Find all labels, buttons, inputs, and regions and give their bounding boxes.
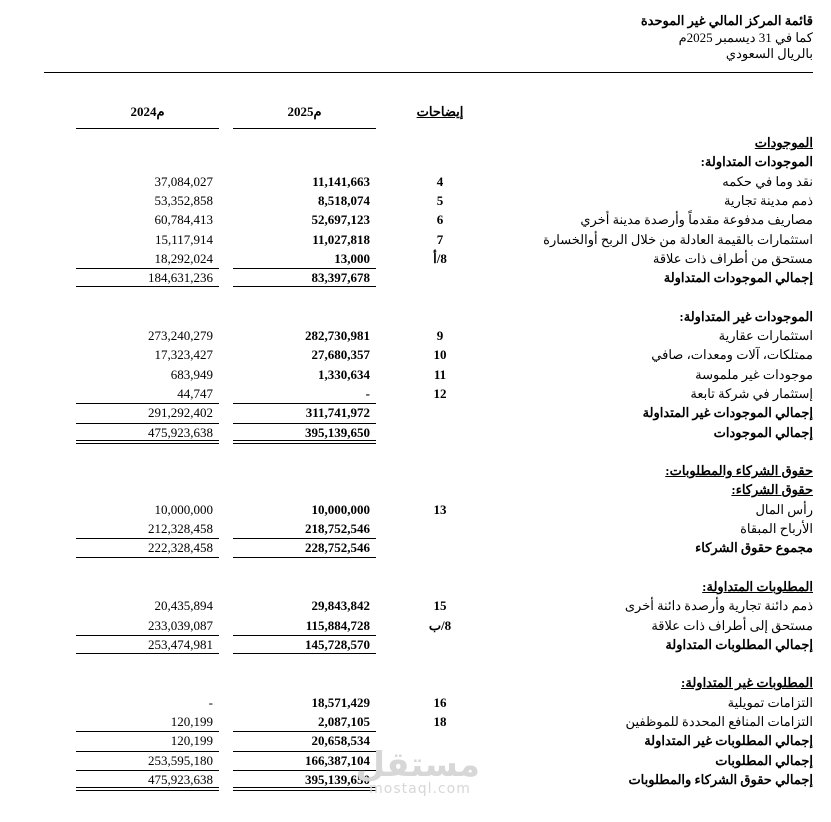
row-label: مستحق من أطراف ذات علاقة [652,250,813,266]
row-note: 8/ب [428,617,452,633]
statement-row [0,673,831,692]
statement-row [0,403,831,422]
row-label: إستثمار في شركة تابعة [690,385,813,401]
total-rule [76,286,219,287]
statement-row [0,577,831,596]
row-value-2024: 212,328,458 [148,521,213,536]
row-value-2024: 15,117,914 [154,231,213,247]
row-value-2024: 44,747 [177,385,213,401]
row-value-2025: 10,000,000 [311,501,370,517]
statement-row [0,693,831,712]
statement-row [0,384,831,403]
row-note: 4 [436,173,444,189]
row-value-2025: 282,730,981 [305,328,370,343]
row-label: الأرباح المبقاة [740,521,813,536]
statement-row [0,461,831,480]
row-label: إجمالي الموجودات غير المتداولة [642,405,813,421]
row-value-2025: 311,741,972 [305,405,370,421]
row-label: مصاريف مدفوعة مقدماً وأرصدة مدينة أخري [580,212,813,228]
row-value-2025: 83,397,678 [311,270,370,286]
total-rule [76,557,219,558]
row-value-2025: 228,752,546 [305,540,370,556]
row-value-2024: 17,323,427 [154,347,213,363]
row-note: 16 [433,694,447,710]
row-label: المطلوبات المتداولة: [702,578,813,594]
statement-row [0,345,831,364]
statement-row [0,230,831,249]
total-rule [233,443,376,444]
row-value-2025: 395,139,650 [305,771,370,787]
total-rule [76,787,219,788]
row-value-2024: 475,923,638 [148,424,213,440]
row-label: إجمالي المطلوبات [715,752,813,768]
row-label: ممتلكات، آلات ومعدات، صافي [651,347,813,363]
row-value-2024: 184,631,236 [148,270,213,286]
row-label: حقوق الشركاء: [731,482,813,498]
row-value-2024: 253,595,180 [148,752,213,768]
statement-row [0,191,831,210]
total-rule [76,440,219,441]
row-value-2025: 52,697,123 [311,212,370,228]
row-note: 11 [433,366,447,382]
row-label: مستحق إلى أطراف ذات علاقة [651,617,813,633]
statement-row [0,249,831,268]
row-value-2024: 53,352,858 [154,192,213,208]
row-label: استثمارات بالقيمة العادلة من خلال الربح أوالخسارة [543,231,813,247]
row-value-2025: 115,884,728 [305,617,370,633]
total-rule [233,731,376,732]
spacer-row [0,442,831,461]
row-value-2025: 2,087,105 [318,714,370,729]
row-note: 15 [433,598,447,614]
row-value-2024: 10,000,000 [154,501,213,517]
statement-row [0,268,831,287]
row-value-2025: 11,027,818 [312,231,370,247]
statement-row [0,500,831,519]
total-rule [233,440,376,441]
row-value-2025: 11,141,663 [312,173,370,189]
statement-row [0,210,831,229]
statement-row [0,519,831,538]
row-value-2024: 475,923,638 [148,771,213,787]
row-value-2024: 120,199 [170,733,213,749]
statement-row [0,480,831,499]
statement-row [0,172,831,191]
row-label: إجمالي الموجودات [713,424,813,440]
spacer-row [0,654,831,673]
row-value-2025: - [365,385,370,401]
total-rule [76,403,219,404]
statement-currency: بالريال السعودي [725,46,813,61]
row-value-2025: 218,752,546 [305,521,370,536]
column-2024-header: 2024م [130,104,165,119]
row-value-2025: 18,571,429 [311,694,370,710]
statement-row [0,423,831,442]
column-2025-header: 2025م [287,104,322,119]
row-note: 8/أ [433,250,447,266]
row-value-2024: 222,328,458 [148,540,213,556]
statement-title: قائمة المركز المالي غير الموحدة [640,13,813,28]
row-value-2025: 145,728,570 [305,636,370,652]
row-note: 18 [433,714,447,729]
row-note: 5 [436,192,444,208]
statement-row [0,616,831,635]
total-rule [76,770,219,771]
watermark-logo: مستقل mostaql.com [355,745,480,797]
total-rule [76,538,219,539]
row-value-2024: 60,784,413 [154,212,213,228]
row-label: استثمارات عقارية [718,328,813,343]
total-rule [76,635,219,636]
row-value-2024: 233,039,087 [148,617,213,633]
row-value-2025: 20,658,534 [311,733,370,749]
row-value-2024: 120,199 [170,714,213,729]
total-rule [76,653,219,654]
spacer-row [0,558,831,577]
row-value-2024: - [208,694,213,710]
row-label: موجودات غير ملموسة [695,366,813,382]
total-rule [76,443,219,444]
column-notes-header: إيضاحات [416,104,464,119]
row-value-2024: 37,084,027 [154,173,213,189]
row-value-2025: 27,680,357 [311,347,370,363]
total-rule [233,538,376,539]
statement-row [0,635,831,654]
row-label: إجمالي المطلوبات المتداولة [665,636,813,652]
row-value-2024: 18,292,024 [154,250,213,266]
row-label: الموجودات غير المتداولة: [679,308,813,324]
spacer-row [0,287,831,306]
row-value-2025: 166,387,104 [305,752,370,768]
total-rule [76,731,219,732]
row-label: التزامات المنافع المحددة للموظفين [625,714,813,729]
row-label: ذمم دائنة تجارية وأرصدة دائنة أخرى [624,598,813,614]
total-rule [233,653,376,654]
row-value-2025: 29,843,842 [311,598,370,614]
statement-row [0,596,831,615]
statement-row [0,326,831,345]
row-value-2025: 13,000 [334,250,370,266]
statement-row [0,152,831,171]
row-label: رأس المال [755,501,813,517]
row-note: 13 [433,501,447,517]
total-rule [233,751,376,752]
row-label: مجموع حقوق الشركاء [695,540,813,556]
total-rule [233,790,376,791]
column-2024-header-rule [76,128,219,129]
row-value-2025: 8,518,074 [318,192,370,208]
statement-row [0,365,831,384]
row-label: الموجودات [754,135,813,150]
total-rule [76,268,219,269]
total-rule [233,770,376,771]
total-rule [76,790,219,791]
total-rule [233,423,376,424]
row-label: نقد وما في حكمه [722,173,813,189]
statement-row [0,307,831,326]
row-value-2024: 20,435,894 [154,598,213,614]
row-label: إجمالي حقوق الشركاء والمطلوبات [628,771,813,787]
row-value-2024: 253,474,981 [148,636,213,652]
row-label: إجمالي الموجودات المتداولة [663,270,813,286]
row-value-2024: 291,292,402 [148,405,213,421]
total-rule [233,286,376,287]
row-label: ذمم مدينة تجارية [723,192,813,208]
total-rule [233,403,376,404]
row-value-2024: 683,949 [170,366,213,382]
row-value-2025: 395,139,650 [305,424,370,440]
row-note: 6 [436,212,444,228]
total-rule [76,751,219,752]
row-note: 12 [433,385,447,401]
row-label: الموجودات المتداولة: [700,154,813,170]
total-rule [76,423,219,424]
total-rule [233,557,376,558]
row-label: إجمالي المطلوبات غير المتداولة [644,733,813,749]
row-note: 10 [433,347,447,363]
row-note: 7 [436,231,444,247]
row-label: التزامات تمويلية [727,694,813,710]
total-rule [233,635,376,636]
statement-date: كما في 31 ديسمبر 2025م [678,30,813,45]
statement-row [0,538,831,557]
total-rule [233,787,376,788]
row-value-2024: 273,240,279 [148,328,213,343]
row-value-2025: 1,330,634 [318,366,370,382]
total-rule [233,268,376,269]
row-label: المطلوبات غير المتداولة: [681,675,813,691]
column-2025-header-rule [233,128,376,129]
statement-row [0,133,831,152]
header-divider [44,72,813,73]
statement-row [0,712,831,731]
row-label: حقوق الشركاء والمطلوبات: [665,463,813,479]
row-note: 9 [436,328,444,343]
